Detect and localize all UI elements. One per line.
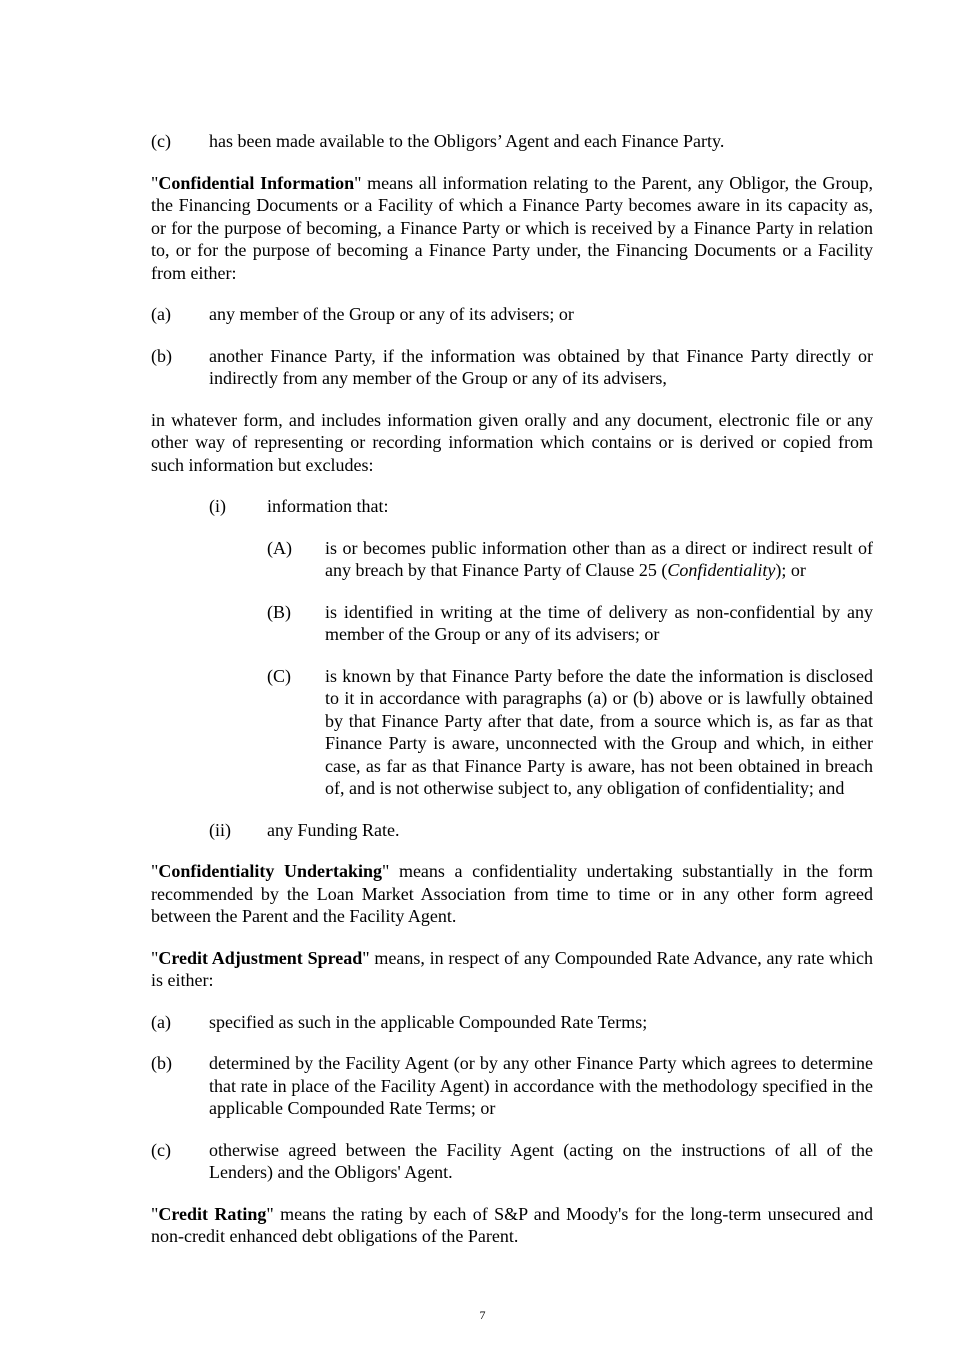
item-label: (a) xyxy=(151,304,171,324)
list-item-c-top xyxy=(151,130,873,153)
definition-text: means all information relating to the Parent, any Obligor, the Group, the Financing Documents or a Facility of which a Finance Party becomes aware in its capacity as, or for the purpose of becoming, a Finance Party or which is received by a Finance Party in relation to, or for the purpose of becoming a Finance Party under, the Financing Documents or a Facility from either: xyxy=(151,172,874,283)
list-item-B xyxy=(151,601,873,646)
item-label: (c) xyxy=(151,1139,171,1160)
definition-text: means, in respect of any Compounded Rate Advance, any rate which is either: xyxy=(151,947,873,990)
list-item-ii xyxy=(151,819,873,842)
continuation-paragraph: in whatever form, and includes information given orally and any document, electronic file or any other way of representing or recording information which contains or is derived or copied from such information but excludes: xyxy=(151,409,873,475)
list-item-b xyxy=(151,345,873,390)
item-text: is or becomes public information other than as a direct or indirect result of any breach by that Finance Party of Clause 25 (Confidentiality); or xyxy=(325,537,873,580)
clause-reference: Confidentiality xyxy=(667,560,776,580)
item-label: (i) xyxy=(209,496,226,516)
item-label: (b) xyxy=(151,1053,172,1073)
definition-text: means the rating by each of S&P and Moody's for the long-term unsecured and non-credit enhanced debt obligations of the Parent. xyxy=(151,1203,873,1246)
list-item-C xyxy=(151,665,873,800)
defined-term: Credit Adjustment Spread xyxy=(158,947,363,968)
item-label: (c) xyxy=(151,131,171,151)
list-item-a xyxy=(151,1011,873,1034)
item-label: (ii) xyxy=(209,819,231,840)
definition-confidential-information: "Confidential Information" means all information relating to the Parent, any Obligor, the Group, the Financing Documents or a Facility of which a Finance Party becomes aware in its capacity as, or for the purpose of becoming, a Finance Party or which is received by a Finance Party in relation to, or for the purpose of becoming a Finance Party under, the Financing Documents or a Facility from either: xyxy=(151,172,874,283)
list-item-A xyxy=(151,537,873,582)
item-text: has been made available to the Obligors’ Agent and each Finance Party. xyxy=(209,131,725,151)
defined-term: Confidential Information xyxy=(158,172,355,193)
item-label: (A) xyxy=(267,537,292,558)
item-label: (b) xyxy=(151,345,172,366)
list-item-b xyxy=(151,1052,873,1120)
defined-term: Credit Rating xyxy=(158,1203,267,1224)
page-number: 7 xyxy=(479,1308,486,1322)
item-text: otherwise agreed between the Facility Agent (acting on the instructions of all of the Lenders) and the Obligors' Agent. xyxy=(209,1139,873,1182)
definition-credit-adjustment-spread: "Credit Adjustment Spread" means, in respect of any Compounded Rate Advance, any rate which is either: xyxy=(151,947,873,990)
item-text: is identified in writing at the time of delivery as non-confidential by any member of the Group or any of its advisers; or xyxy=(325,601,873,644)
item-text: information that: xyxy=(267,496,389,516)
item-text: another Finance Party, if the information was obtained by that Finance Party directly or indirectly from any member of the Group or any of its advisers, xyxy=(209,345,873,388)
page-content xyxy=(151,130,873,1267)
list-item-c xyxy=(151,1139,873,1184)
defined-term: Confidentiality Undertaking xyxy=(158,861,382,881)
definition-text: means a confidentiality undertaking substantially in the form recommended by the Loan Market Association from time to time or in any other form agreed between the Parent and the Facility Agent. xyxy=(151,861,873,926)
item-text: determined by the Facility Agent (or by any other Finance Party which agrees to determine that rate in place of the Facility Agent) in accordance with the methodology specified in the applicable Compounded Rate Terms; or xyxy=(209,1053,873,1118)
item-text: is known by that Finance Party before the date the information is disclosed to it in accordance with paragraphs (a) or (b) above or is lawfully obtained by that Finance Party after that date, from a source which is, as far as that Finance Party is aware, unconnected with the Group and which, in either case, as far as that Finance Party is aware, has not been obtained in breach of, and is not otherwise subject to, any obligation of confidentiality; and xyxy=(325,665,873,798)
item-label: (a) xyxy=(151,1011,171,1032)
item-label: (C) xyxy=(267,665,291,686)
item-label: (B) xyxy=(267,601,291,622)
definition-credit-rating: "Credit Rating" means the rating by each of S&P and Moody's for the long-term unsecured and non-credit enhanced debt obligations of the Parent. xyxy=(151,1203,873,1246)
item-text: any member of the Group or any of its advisers; or xyxy=(209,304,574,324)
item-text: any Funding Rate. xyxy=(267,819,400,840)
list-item-i xyxy=(151,495,873,518)
list-item-a xyxy=(151,303,873,326)
definition-confidentiality-undertaking: "Confidentiality Undertaking" means a confidentiality undertaking substantially in the form recommended by the Loan Market Association from time to time or in any other form agreed between the Parent and the Facility Agent. xyxy=(151,861,873,926)
item-text: specified as such in the applicable Compounded Rate Terms; xyxy=(209,1011,648,1032)
